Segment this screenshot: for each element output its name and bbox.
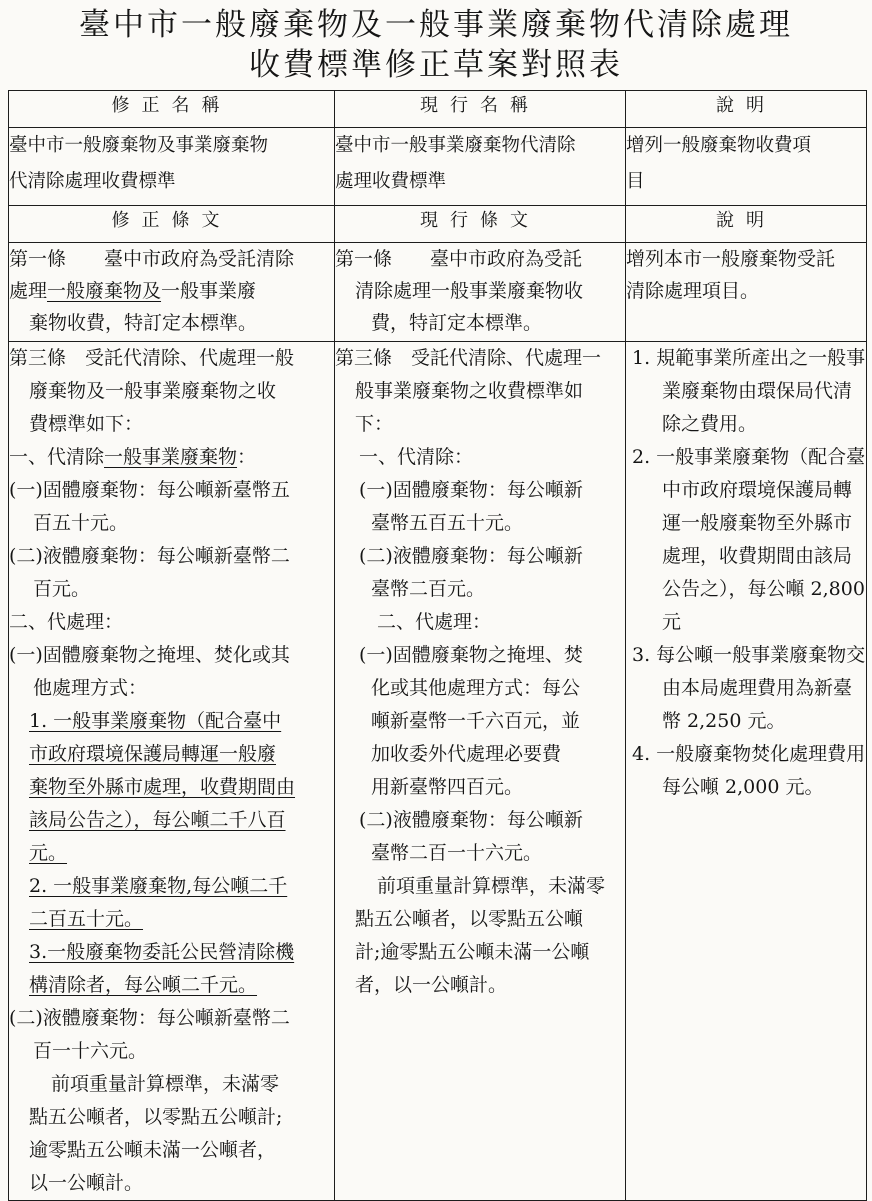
revised-name-cell: [9, 128, 335, 206]
text-line: (一)固體廢棄物：每公噸新臺幣五: [9, 479, 290, 501]
amended-text: 一般事業廢棄物: [104, 446, 238, 468]
text-line: 增列一般廢棄物收費項: [626, 135, 812, 156]
text-line: 臺中市一般廢棄物及事業廢棄物: [9, 135, 269, 156]
text-line: 逾零點五公噸未滿一公噸者，: [29, 1139, 277, 1161]
amended-text: 市政府環境保護局轉運一般廢: [29, 743, 277, 765]
amended-text: 二百五十元。: [29, 908, 144, 930]
text-line: 第一條 臺中市政府為受託: [335, 248, 583, 270]
text-line: 百元。: [33, 578, 91, 600]
amended-text: 構清除者，每公噸二千元。: [29, 974, 258, 996]
amended-text: 1. 一般事業廢棄物（配合臺中: [29, 710, 282, 732]
text-line: 他處理方式：: [33, 677, 148, 699]
header-row-names: [9, 91, 867, 128]
text-line: 化或其他處理方式：每公: [371, 677, 581, 699]
amended-text: 3.一般廢棄物委託公民營清除機: [29, 941, 295, 963]
text-line: 一、代清除：: [359, 446, 474, 468]
text-line: 臺幣二百一十六元。: [371, 842, 543, 864]
header-current-name: 現行名稱: [335, 91, 626, 128]
note-item: 1. 規範事業所產出之一般事業廢棄物由環保局代清除之費用。: [632, 347, 866, 435]
article3-note-cell: [626, 342, 867, 1201]
amended-text: 棄物至外縣市處理，收費期間由: [29, 776, 296, 798]
text-line: 增列本市一般廢棄物受託: [626, 248, 836, 270]
text-line: 清除處理一般事業廢棄物收: [355, 280, 584, 302]
text-line: 前項重量計算標準，未滿零: [377, 875, 606, 897]
text-line: 第三條 受託代清除、代處理一般: [9, 347, 295, 369]
header-revised-article: 修正條文: [9, 206, 335, 243]
amended-text: 2. 一般事業廢棄物,每公噸二千: [29, 875, 288, 897]
amended-text: 一般廢棄物及: [47, 280, 162, 302]
text-line: 前項重量計算標準，未滿零: [51, 1073, 280, 1095]
name-row: [9, 128, 867, 206]
header-note: 說明: [626, 91, 867, 128]
text-line: 目: [626, 171, 645, 192]
current-name-cell: [335, 128, 626, 206]
text-line: 費標準如下：: [29, 413, 144, 435]
text-line: 百一十六元。: [33, 1040, 148, 1062]
text-line: 棄物收費，特訂定本標準。: [29, 312, 258, 334]
text-line: 以一公噸計。: [29, 1172, 144, 1194]
text-line: (二)液體廢棄物：每公噸新: [359, 809, 583, 831]
comparison-table: [8, 90, 867, 1201]
text-line: 二、代處理：: [9, 611, 124, 633]
document-title-line1: 臺中市一般廢棄物及一般事業廢棄物代清除處理: [79, 7, 793, 43]
text-line: 清除處理項目。: [626, 280, 760, 302]
amended-text: 元。: [29, 842, 68, 864]
document-title-line2: 收費標準修正草案對照表: [249, 47, 623, 83]
text-line: 二、代處理：: [377, 611, 492, 633]
text-line: 代清除處理收費標準: [9, 171, 176, 192]
text-line: (二)液體廢棄物：每公噸新臺幣二: [9, 545, 290, 567]
text-line: 第一條 臺中市政府為受託清除: [9, 248, 295, 270]
header-current-article: 現行條文: [335, 206, 626, 243]
text-line: 費，特訂定本標準。: [371, 312, 543, 334]
text-line: 加收委外代處理必要費: [371, 743, 562, 765]
article1-note-cell: [626, 243, 867, 342]
article1-current-cell: [335, 243, 626, 342]
text-line: (一)固體廢棄物之掩埋、焚化或其: [9, 644, 290, 666]
header-revised-name: 修正名稱: [9, 91, 335, 128]
note-item: 4. 一般廢棄物焚化處理費用每公噸 2,000 元。: [632, 743, 866, 798]
article3-row: [9, 342, 867, 1201]
text-line: (二)液體廢棄物：每公噸新: [359, 545, 583, 567]
text-line: (一)固體廢棄物：每公噸新: [359, 479, 583, 501]
text-line: 處理收費標準: [335, 171, 447, 192]
article1-revised-cell: [9, 243, 335, 342]
text-span: ：: [237, 446, 257, 468]
text-line: (二)液體廢棄物：每公噸新臺幣二: [9, 1007, 290, 1029]
text-span: 處理: [9, 280, 48, 302]
header-row-articles: [9, 206, 867, 243]
text-line: 百五十元。: [33, 512, 129, 534]
text-line: 廢棄物及一般事業廢棄物之收: [29, 380, 277, 402]
article3-revised-cell: [9, 342, 335, 1201]
text-line: 第三條 受託代清除、代處理一: [335, 347, 602, 369]
article3-current-cell: [335, 342, 626, 1201]
amended-text: 該局公告之），每公噸二千八百: [29, 809, 286, 831]
text-line: 噸新臺幣一千六百元，並: [371, 710, 581, 732]
text-line: 點五公噸者，以零點五公噸: [355, 908, 584, 930]
header-article-note: 說明: [626, 206, 867, 243]
name-note-cell: [626, 128, 867, 206]
text-span: 一般事業廢: [161, 280, 257, 302]
text-line: 下：: [355, 413, 394, 435]
text-line: (一)固體廢棄物之掩埋、焚: [359, 644, 583, 666]
text-line: 點五公噸者，以零點五公噸計;: [29, 1106, 283, 1128]
text-line: 計;逾零點五公噸未滿一公噸: [355, 941, 590, 963]
text-span: 一、代清除: [9, 446, 105, 468]
text-line: 用新臺幣四百元。: [371, 776, 524, 798]
article1-row: [9, 243, 867, 342]
note-item: 3. 每公噸一般事業廢棄物交由本局處理費用為新臺幣 2,250 元。: [632, 644, 866, 732]
note-item: 2. 一般事業廢棄物（配合臺中市政府環境保護局轉運一般廢棄物至外縣市處理，收費期間由該局公告之），每公噸 2,800 元: [632, 446, 866, 633]
text-line: 臺幣五百五十元。: [371, 512, 524, 534]
text-line: 般事業廢棄物之收費標準如: [355, 380, 584, 402]
text-line: 臺幣二百元。: [371, 578, 486, 600]
text-line: 臺中市一般事業廢棄物代清除: [335, 135, 576, 156]
text-line: 者，以一公噸計。: [355, 974, 508, 996]
